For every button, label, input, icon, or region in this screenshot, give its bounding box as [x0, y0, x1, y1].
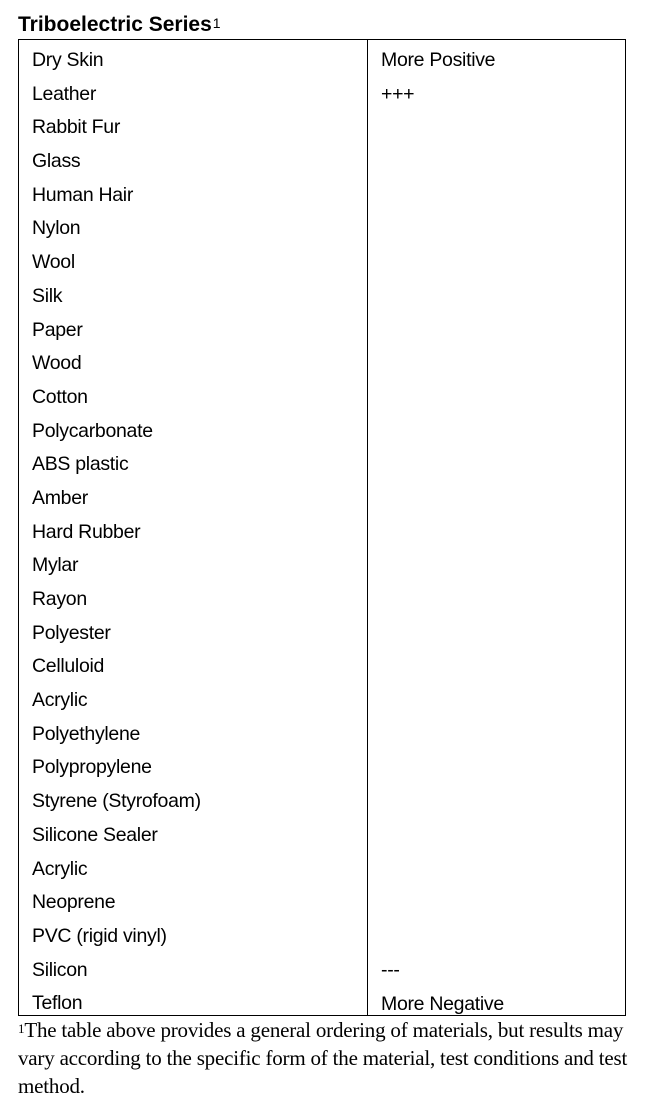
positive-label: More Positive: [381, 49, 496, 71]
material-row: Acrylic: [32, 689, 88, 712]
footnote: [18, 1016, 628, 1100]
polarity-column-bottom: [381, 954, 504, 1021]
material-row: Polyester: [32, 621, 111, 644]
polarity-column-top: [381, 44, 495, 111]
material-row: Paper: [32, 318, 83, 341]
material-row: Nylon: [32, 217, 81, 240]
material-row: Silicon: [32, 958, 88, 981]
material-row: Neoprene: [32, 891, 116, 914]
material-row: Teflon: [32, 992, 83, 1015]
material-row: Amber: [32, 486, 88, 509]
material-row: Styrene (Styrofoam): [32, 790, 201, 813]
material-row: Wood: [32, 352, 82, 375]
triboelectric-table: [18, 39, 626, 1016]
material-row: Polycarbonate: [32, 419, 153, 442]
material-row: Acrylic: [32, 857, 88, 880]
material-row: Rabbit Fur: [32, 116, 121, 139]
column-divider: [367, 40, 368, 1015]
material-row: Rayon: [32, 588, 87, 610]
negative-symbol: ---: [381, 959, 400, 981]
material-row: Cotton: [32, 385, 88, 408]
material-row: Human Hair: [32, 183, 134, 206]
footnote-text: The table above provides a general ordering of materials, but results may vary according to the specific form of the material, test conditions and test method.: [18, 1018, 628, 1098]
materials-column: [32, 44, 201, 1021]
material-row: Silicone Sealer: [32, 823, 158, 846]
material-row: Glass: [32, 150, 81, 173]
title-text: Triboelectric Series: [18, 13, 212, 36]
material-row: ABS plastic: [32, 453, 129, 476]
material-row: Polypropylene: [32, 756, 152, 779]
footnote-marker: 1: [18, 1021, 25, 1036]
negative-label: More Negative: [381, 992, 504, 1015]
material-row: Dry Skin: [32, 49, 104, 71]
material-row: Leather: [32, 82, 97, 105]
material-row: Polyethylene: [32, 722, 141, 745]
page-title: [18, 12, 221, 38]
material-row: Silk: [32, 284, 63, 307]
material-row: PVC (rigid vinyl): [32, 924, 167, 947]
material-row: Mylar: [32, 554, 79, 577]
positive-symbol: +++: [381, 82, 415, 105]
material-row: Celluloid: [32, 655, 105, 678]
material-row: Wool: [32, 251, 75, 274]
title-footnote-ref: 1: [212, 15, 221, 31]
material-row: Hard Rubber: [32, 520, 141, 543]
